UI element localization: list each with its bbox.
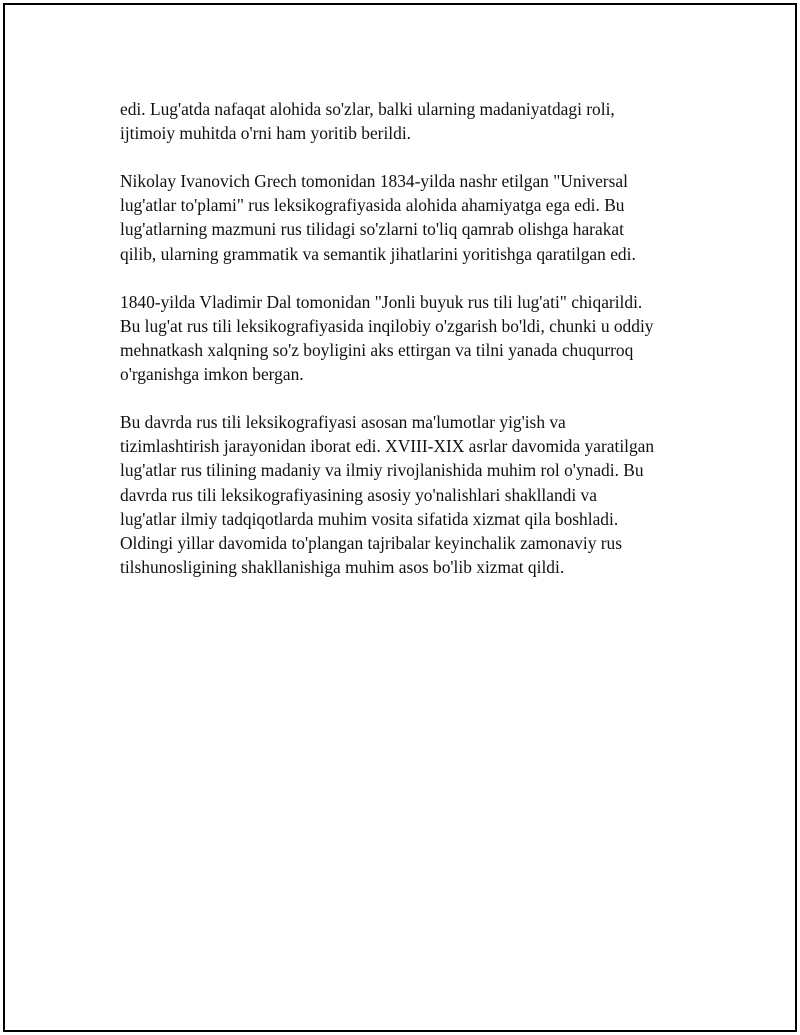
paragraph-1: edi. Lug'atda nafaqat alohida so'zlar, balki ularning madaniyatdagi roli, ijtimoiy muhitda o'rni ham yoritib berildi. <box>120 99 615 144</box>
paragraph-2: Nikolay Ivanovich Grech tomonidan 1834-yilda nashr etilgan "Universal lug'atlar to'plami" rus leksikografiyasida alohida ahamiyatga ega edi. Bu lug'atlarning mazmuni rus tilidagi so'zlarni to'liq qamrab olishga harakat qilib, ularning grammatik va semantik jihatlarini yoritishga qaratilgan edi. <box>120 171 636 264</box>
document-page <box>3 3 797 1032</box>
paragraph-4: Bu davrda rus tili leksikografiyasi asosan ma'lumotlar yig'ish va tizimlashtirish jarayonidan iborat edi. XVIII-XIX asrlar davomida yaratilgan lug'atlar rus tilining madaniy va ilmiy rivojlanishida muhim rol o'ynadi. Bu davrda rus tili leksikografiyasining asosiy yo'nalishlari shakllandi va lug'atlar ilmiy tadqiqotlarda muhim vosita sifatida xizmat qila boshladi. Oldingi yillar davomida to'plangan tajribalar keyinchalik zamonaviy rus tilshunosligining shakllanishiga muhim asos bo'lib xizmat qildi. <box>120 412 655 577</box>
paragraph-3: 1840-yilda Vladimir Dal tomonidan "Jonli buyuk rus tili lug'ati" chiqarildi. Bu lug'at rus tili leksikografiyasida inqilobiy o'zgarish bo'ldi, chunki u oddiy mehnatkash xalqning so'z boyligini aks ettirgan va tilni yanada chuqurroq o'rganishga imkon bergan. <box>120 291 654 385</box>
document-body <box>120 97 705 603</box>
